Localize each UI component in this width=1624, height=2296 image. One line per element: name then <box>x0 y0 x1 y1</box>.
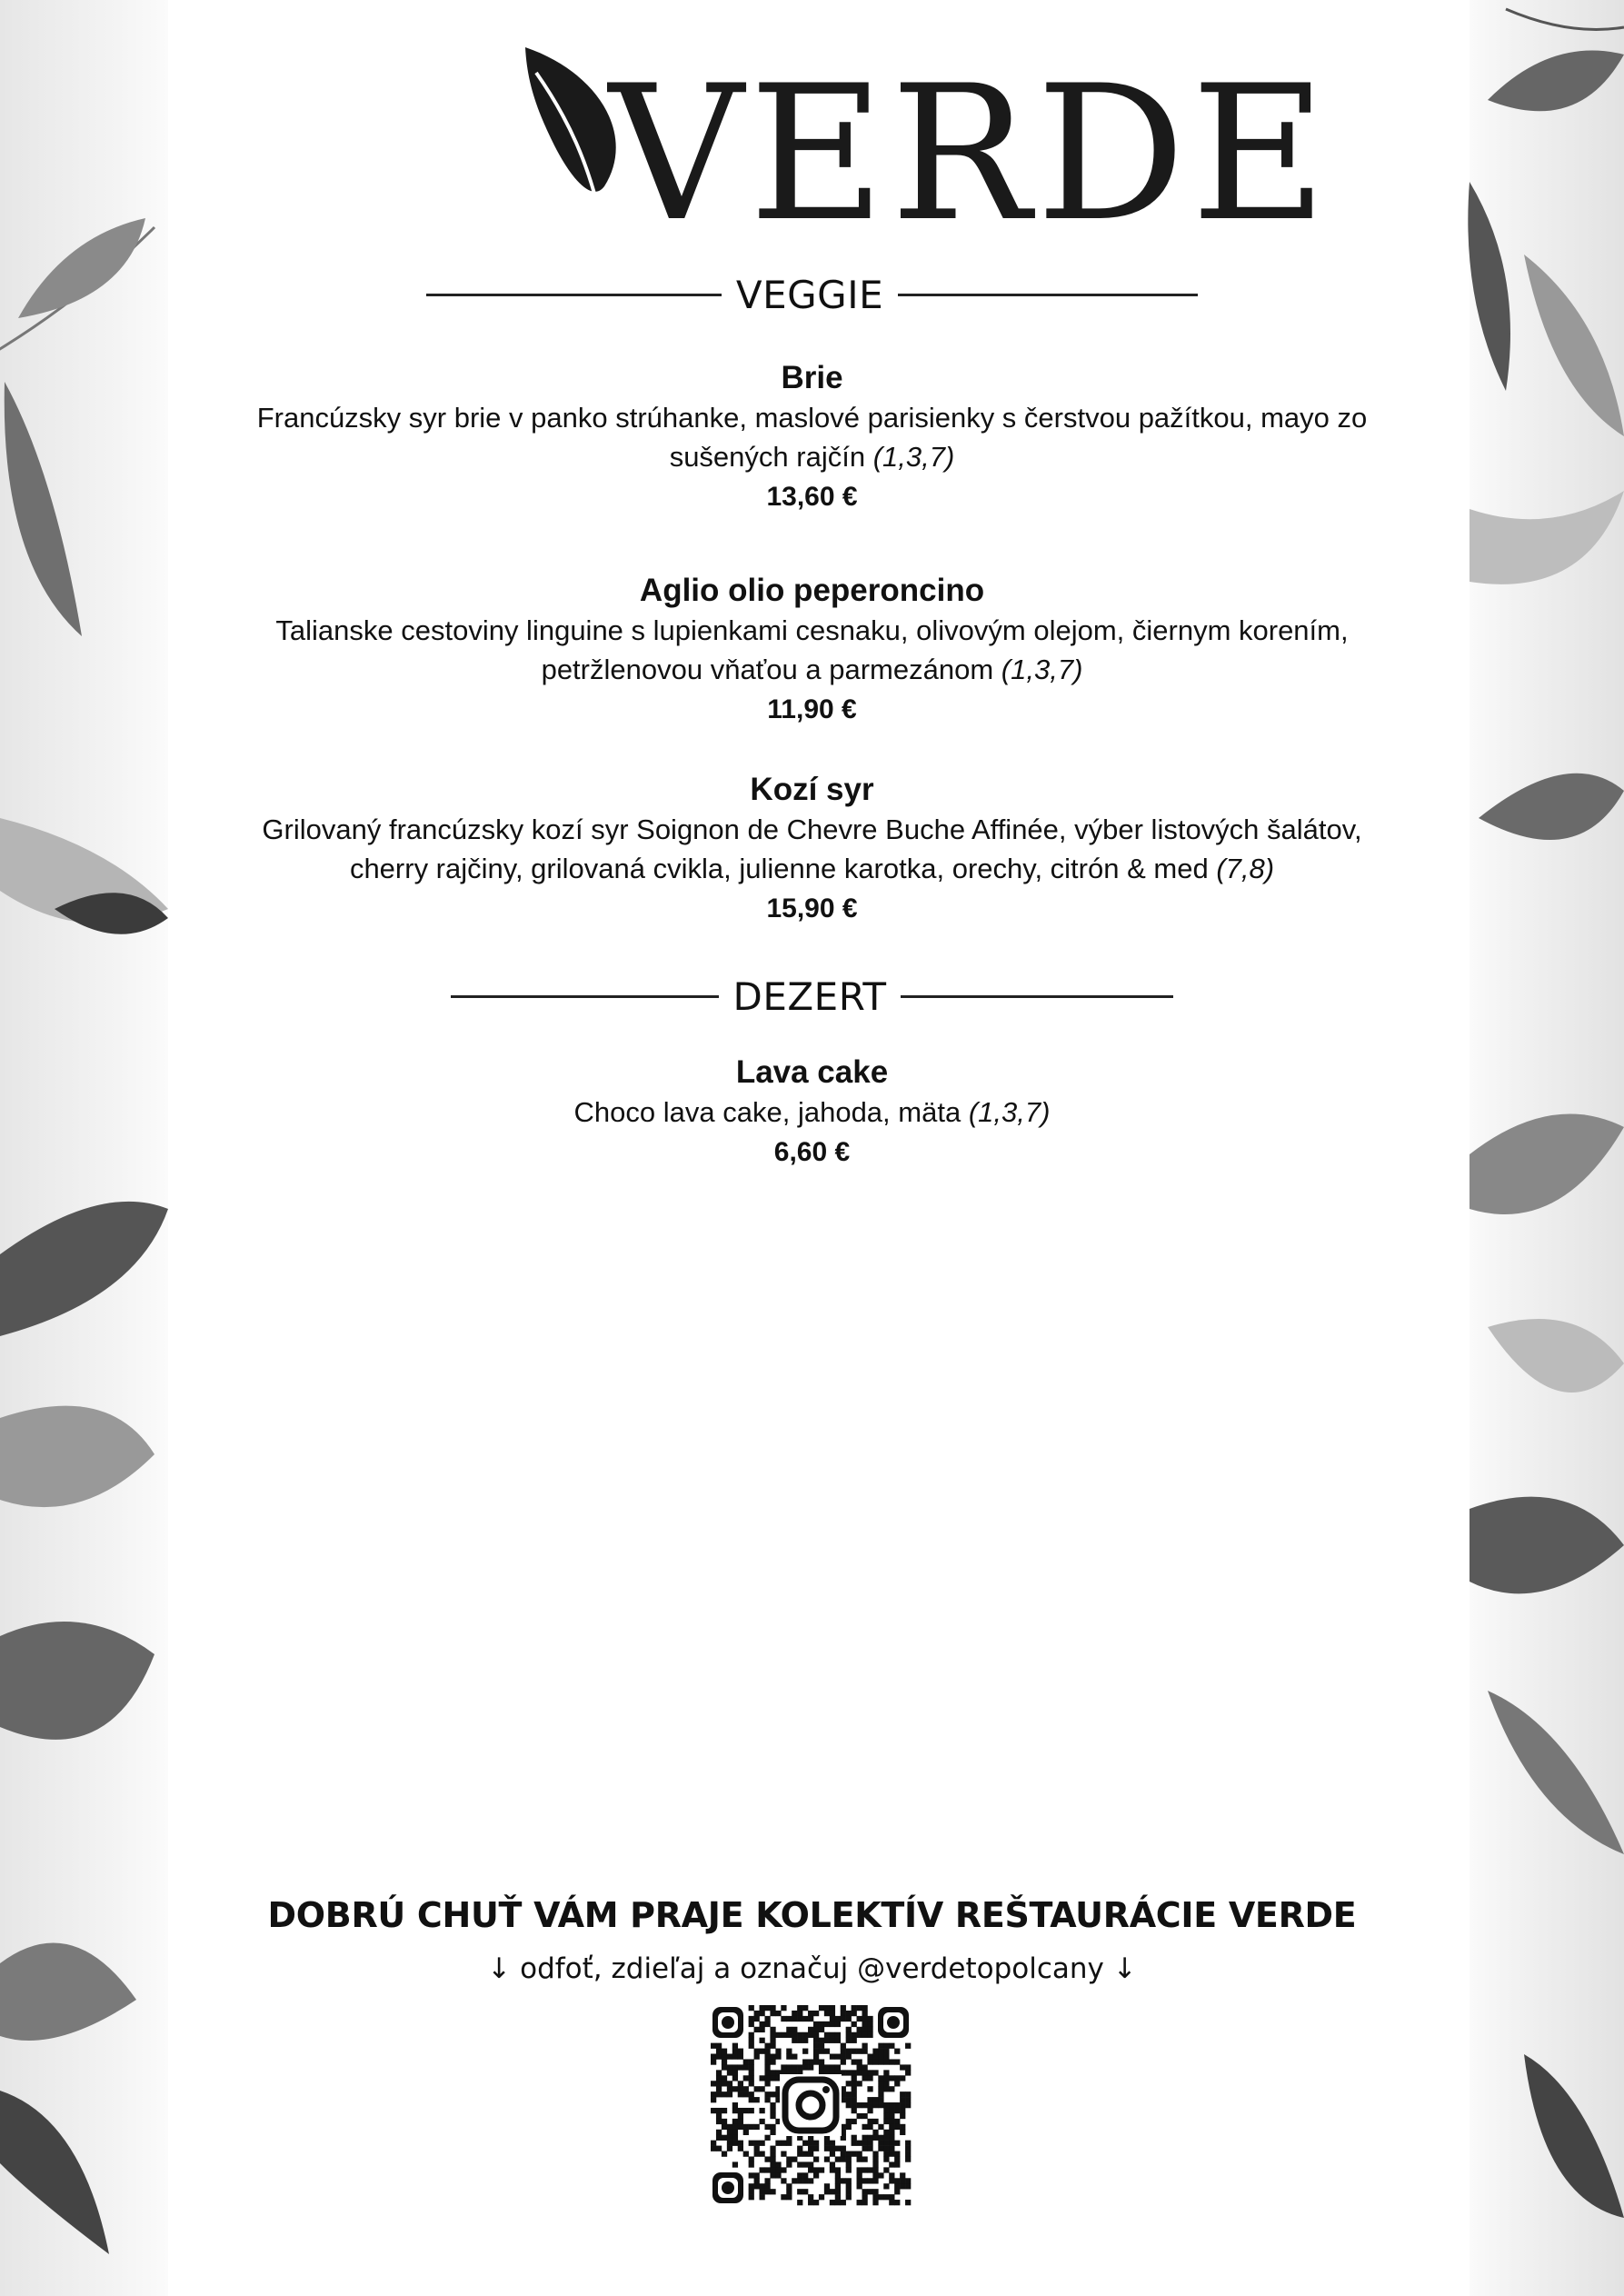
arrow-down-icon: ↓ <box>1112 1952 1137 1985</box>
item-description: Grilovaný francúzsky kozí syr Soignon de Chevre Buche Affinée, výber listových šalátov, cherry rajčiny, grilovaná cvikla, julienne karotka, orechy, citrón & med (7,8) <box>262 814 1362 884</box>
item-price: 11,90 € <box>767 694 857 724</box>
item-description: Choco lava cake, jahoda, mäta (1,3,7) <box>573 1096 1051 1128</box>
instagram-icon <box>780 2074 842 2136</box>
item-allergens: (1,3,7) <box>1001 654 1083 685</box>
footer-title: DOBRÚ CHUŤ VÁM PRAJE KOLEKTÍV REŠTAURÁCIE VERDE <box>267 1895 1357 1935</box>
item-price: 15,90 € <box>766 893 858 923</box>
item-name: Kozí syr <box>750 772 874 807</box>
menu-item-kozi-syr <box>227 770 1397 930</box>
footer-social-line <box>0 1952 1624 1985</box>
verde-logo-icon <box>518 36 1333 263</box>
menu-item-brie <box>227 358 1397 518</box>
section-header-veggie <box>0 273 1624 317</box>
item-allergens: (7,8) <box>1216 853 1275 884</box>
qr-code-icon <box>711 2005 911 2205</box>
item-name: Lava cake <box>735 1054 889 1090</box>
section-title: VEGGIE <box>735 273 884 317</box>
instagram-qr-code[interactable] <box>711 2005 911 2205</box>
logo-wordmark: VERDE <box>609 46 1333 263</box>
item-allergens: (1,3,7) <box>968 1096 1051 1128</box>
item-description: Talianske cestoviny linguine s lupienkami cesnaku, olivovým olejom, čiernym korením, petržlenovou vňaťou a parmezánom (1,3,7) <box>275 614 1349 685</box>
item-name: Brie <box>781 360 843 395</box>
divider-line <box>426 294 722 296</box>
divider-line <box>898 294 1198 296</box>
arrow-down-icon: ↓ <box>487 1952 512 1985</box>
menu-item-aglio-olio <box>227 571 1397 731</box>
item-price: 13,60 € <box>766 482 858 512</box>
section-header-dezert <box>0 974 1624 1019</box>
social-handle-text: odfoť, zdieľaj a označuj @verdetopolcany <box>520 1952 1104 1985</box>
item-price: 6,60 € <box>773 1137 851 1167</box>
item-description: Francúzsky syr brie v panko strúhanke, maslové parisienky s čerstvou pažítkou, mayo zo sušených rajčín (1,3,7) <box>256 402 1368 473</box>
verde-logo <box>518 36 1333 263</box>
item-allergens: (1,3,7) <box>872 441 955 473</box>
divider-line <box>901 995 1173 998</box>
item-name: Aglio olio peperoncino <box>639 573 985 608</box>
menu-item-lava-cake <box>227 1053 1397 1173</box>
divider-line <box>451 995 719 998</box>
section-title: DEZERT <box>732 974 887 1019</box>
